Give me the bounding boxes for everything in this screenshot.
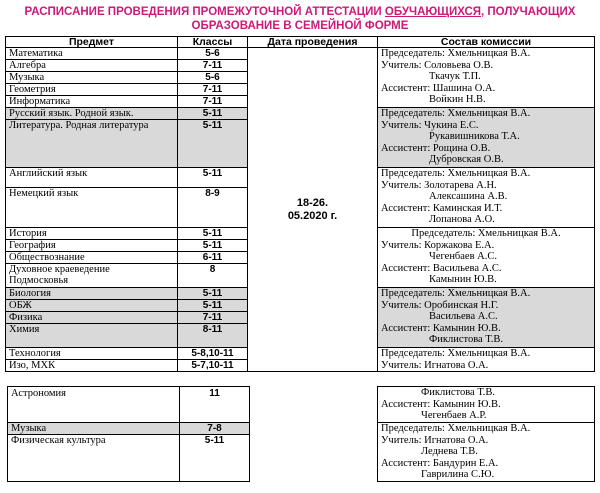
- subject-cell: Английский язык: [6, 168, 178, 188]
- subject-line: Духовное краеведение: [9, 264, 110, 275]
- table-row: [8, 387, 595, 423]
- table-row: [6, 48, 595, 60]
- commission-cell: [378, 348, 595, 372]
- commission-line: Председатель: Хмельницкая В.А.: [411, 228, 561, 239]
- classes-cell: 8-11: [178, 324, 248, 348]
- commission-line: Войкин Н.В.: [429, 94, 486, 105]
- commission-line: Леднева Т.В.: [421, 446, 478, 457]
- classes-cell: 5-6: [178, 48, 248, 60]
- header-subject: Предмет: [6, 37, 178, 48]
- subject-cell: Технология: [6, 348, 178, 360]
- commission-line: Председатель: Хмельницкая В.А.: [381, 108, 531, 119]
- subject-cell: Изо, МХК: [6, 360, 178, 372]
- header-date: Дата проведения: [248, 37, 378, 48]
- commission-line: Ассистент: Каминская И.Т.: [381, 202, 503, 214]
- commission-line: Чегенбаев А.С.: [429, 251, 498, 262]
- classes-cell: 5-11: [180, 435, 250, 481]
- commission-line: Камынин Ю.В.: [429, 274, 497, 285]
- subject-cell: Физика: [6, 312, 178, 324]
- commission-line: Ассистент: Бандурин Е.А.: [381, 457, 499, 469]
- date-line1: 18-26.: [296, 196, 329, 209]
- classes-cell: 7-11: [178, 312, 248, 324]
- classes-cell: 5-11: [178, 240, 248, 252]
- subject-cell: Алгебра: [6, 60, 178, 72]
- subject-cell: Музыка: [8, 423, 180, 435]
- header-classes: Классы: [178, 37, 248, 48]
- commission-line: Председатель: Хмельницкая В.А.: [381, 288, 531, 299]
- commission-line: Учитель: Чукина Е.С.: [381, 119, 479, 131]
- classes-cell: 7-11: [178, 60, 248, 72]
- commission-line: Учитель: Оробинская Н.Г.: [381, 299, 499, 311]
- classes-cell: 5-7,10-11: [178, 360, 248, 372]
- commission-line: Лопанова А.О.: [429, 214, 495, 225]
- classes-cell: 8: [178, 264, 248, 288]
- subject-cell: Химия: [6, 324, 178, 348]
- classes-cell: 5-11: [178, 108, 248, 120]
- commission-cell: [378, 288, 595, 348]
- commission-line: Васильева А.С.: [429, 311, 498, 322]
- commission-cell: [378, 387, 595, 423]
- subject-cell: Астрономия: [8, 387, 180, 423]
- subject-cell: История: [6, 228, 178, 240]
- subject-cell: Геометрия: [6, 84, 178, 96]
- title-part3: , ПОЛУЧАЮЩИХ ОБРАЗОВАНИЕ В СЕМЕЙНОЙ ФОРМЕ: [191, 6, 576, 32]
- subject-cell: География: [6, 240, 178, 252]
- title-part1: РАСПИСАНИЕ ПРОВЕДЕНИЯ ПРОМЕЖУТОЧНОЙ АТТЕСТАЦИИ: [24, 6, 385, 18]
- commission-line: Учитель: Золотарева А.Н.: [381, 179, 497, 191]
- classes-cell: 5-11: [178, 288, 248, 300]
- commission-line: Председатель: Хмельницкая В.А.: [381, 348, 531, 359]
- commission-cell: [378, 423, 595, 482]
- commission-line: Фиклистова Т.В.: [429, 334, 503, 345]
- commission-line: Фиклистова Т.В.: [421, 387, 495, 398]
- classes-cell: 5-11: [178, 228, 248, 240]
- commission-line: Председатель: Хмельницкая В.А.: [381, 168, 531, 179]
- commission-line: Учитель: Соловьева О.В.: [381, 59, 494, 71]
- table-header-row: [6, 37, 595, 48]
- commission-cell: [378, 228, 595, 288]
- classes-cell: 5-8,10-11: [178, 348, 248, 360]
- schedule-table-continuation: [7, 386, 595, 482]
- classes-cell: 8-9: [178, 188, 248, 228]
- header-commission: Состав комиссии: [378, 37, 595, 48]
- subject-cell: [6, 264, 178, 288]
- commission-line: Учитель: Коржакова Е.А.: [381, 239, 495, 251]
- classes-cell: 5-6: [178, 72, 248, 84]
- classes-cell: 5-11: [178, 120, 248, 168]
- date-line2: 05.2020 г.: [287, 209, 338, 222]
- commission-line: Рукавишникова Т.А.: [429, 131, 520, 142]
- date-cell: [248, 48, 378, 372]
- commission-line: Учитель: Игнатова О.А.: [381, 434, 489, 446]
- schedule-table: [5, 36, 595, 372]
- commission-line: Ассистент: Камынин Ю.В.: [381, 398, 501, 410]
- classes-cell: 7-11: [178, 96, 248, 108]
- commission-line: Председатель: Хмельницкая В.А.: [381, 48, 531, 59]
- commission-line: Ткачук Т.П.: [429, 71, 481, 82]
- subject-cell: Музыка: [6, 72, 178, 84]
- subject-cell: ОБЖ: [6, 300, 178, 312]
- commission-line: Ассистент: Шашина О.А.: [381, 82, 496, 94]
- subject-cell: Математика: [6, 48, 178, 60]
- commission-line: Ассистент: Камынин Ю.В.: [381, 322, 501, 334]
- commission-line: Чегенбаев А.Р.: [421, 410, 487, 421]
- classes-cell: 5-11: [178, 300, 248, 312]
- classes-cell: 6-11: [178, 252, 248, 264]
- subject-line: Подмосковья: [9, 275, 69, 286]
- commission-line: Дубровская О.В.: [429, 154, 504, 165]
- subject-cell: Литература. Родная литература: [6, 120, 178, 168]
- subject-cell: Информатика: [6, 96, 178, 108]
- subject-cell: Русский язык. Родной язык.: [6, 108, 178, 120]
- classes-cell: 7-8: [180, 423, 250, 435]
- commission-line: Алексашина А.В.: [429, 191, 508, 202]
- commission-cell: [378, 48, 595, 108]
- commission-line: Учитель: Игнатова О.А.: [381, 359, 489, 371]
- commission-line: Председатель: Хмельницкая В.А.: [381, 423, 531, 434]
- commission-line: Ассистент: Васильева А.С.: [381, 262, 502, 274]
- classes-cell: 11: [180, 387, 250, 423]
- subject-cell: Обществознание: [6, 252, 178, 264]
- classes-cell: 5-11: [178, 168, 248, 188]
- commission-line: Ассистент: Рощина О.В.: [381, 142, 491, 154]
- commission-cell: [378, 108, 595, 168]
- date-cell-continuation: [250, 387, 378, 482]
- title-part2: ОБУЧАЮЩИХСЯ: [384, 6, 482, 18]
- document-title: [0, 5, 600, 33]
- classes-cell: 7-11: [178, 84, 248, 96]
- subject-cell: Немецкий язык: [6, 188, 178, 228]
- commission-line: Гаврилина С.Ю.: [421, 469, 495, 480]
- subject-cell: Физическая культура: [8, 435, 180, 481]
- commission-cell: [378, 168, 595, 228]
- subject-cell: Биология: [6, 288, 178, 300]
